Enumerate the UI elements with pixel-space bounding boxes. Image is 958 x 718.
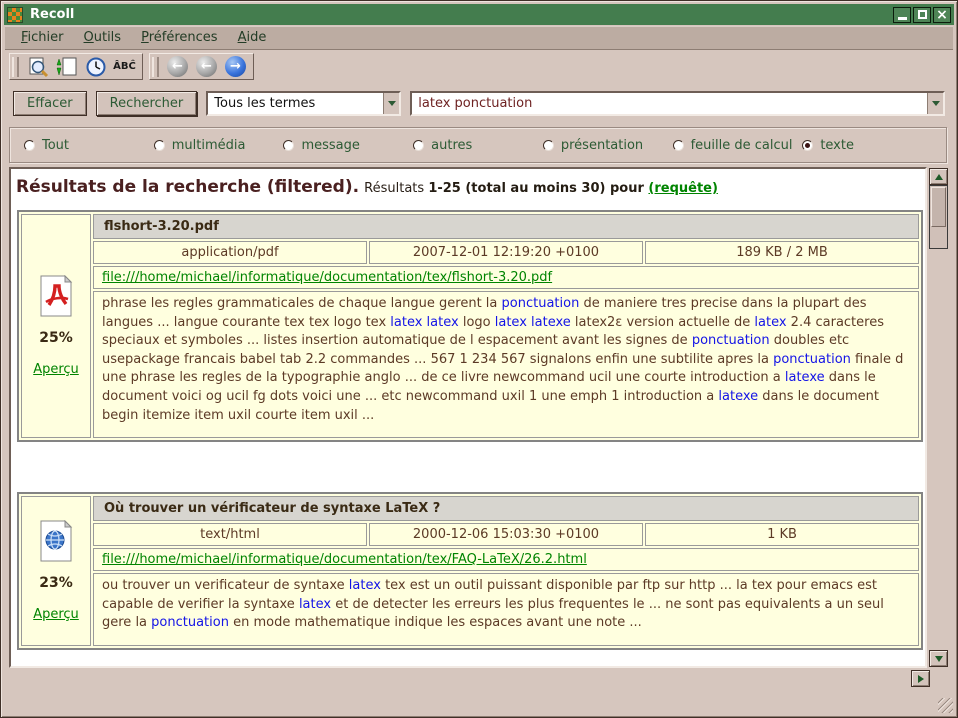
filter-feuille-de-calcul[interactable]: feuille de calcul: [673, 138, 803, 153]
minimize-icon: [898, 17, 907, 20]
query-details-link[interactable]: (requête): [648, 181, 718, 196]
radio-icon[interactable]: [673, 140, 684, 151]
result-snippet: phrase les regles grammaticales de chaque langue gerent la ponctuation de maniere tres precise dans la plupart des langues ... langue courante tex tex logo tex latex latex logo latex latexe latex2ε version actuelle de latex 2.4 caracteres speciaux et symboles ... listes insertion automatique de l espacement avant les signes de ponctuation doubles etc usepackage francais babel tab 2.2 commandes ... 567 1 234 567 signalons enfin une subtilite apres la ponctuation finale d une phrase les regles de la typographie anglo ... de ce livre newcommand ucil une courte introduction a latexe dans le document voici og ucil fg dots voici une ... etc newcommand uxil 1 une emph 1 introduction a latexe dans le document begin itemize item uxil courte item uxil ...: [93, 291, 919, 438]
scroll-down-button[interactable]: [929, 650, 948, 667]
vertical-scrollbar[interactable]: [929, 168, 948, 667]
query-history-dropdown-button[interactable]: [927, 93, 943, 114]
results-list[interactable]: [9, 167, 927, 668]
menu-outils[interactable]: Outils: [83, 30, 122, 45]
radio-icon[interactable]: [283, 140, 294, 151]
clock-icon: [85, 56, 107, 78]
result-size: 1 KB: [645, 523, 919, 546]
menu-aide[interactable]: Aide: [237, 30, 267, 45]
update-index-button[interactable]: [53, 55, 80, 79]
maximize-icon: [918, 10, 927, 19]
result-url-link[interactable]: file:///home/michael/informatique/documentation/tex/flshort-3.20.pdf: [102, 270, 553, 285]
radio-icon[interactable]: [543, 140, 554, 151]
search-document-icon: [27, 56, 49, 78]
arrow-left-icon: ←: [167, 56, 188, 77]
menu-bar: [5, 26, 953, 50]
query-input[interactable]: [410, 91, 945, 116]
result-url-link[interactable]: file:///home/michael/informatique/documentation/tex/FAQ-LaTeX/26.2.html: [102, 552, 587, 568]
term-explorer-button[interactable]: [111, 55, 138, 79]
toolbar-group-nav: [149, 53, 254, 80]
search-type-select[interactable]: [206, 91, 401, 116]
result-item: [17, 492, 923, 650]
radio-icon[interactable]: [24, 140, 35, 151]
result-url-cell: [93, 548, 919, 571]
results-header-title: Résultats de la recherche (filtered).: [16, 177, 360, 197]
clear-button[interactable]: Effacer: [13, 91, 87, 116]
filter-message[interactable]: message: [283, 138, 413, 153]
results-gap: [11, 442, 925, 479]
close-icon: ×: [936, 6, 948, 23]
scrollbar-thumb[interactable]: [931, 187, 946, 227]
result-side-panel: [21, 496, 91, 646]
window-title: Recoll: [30, 7, 75, 22]
search-row: [5, 87, 953, 119]
result-url-cell: [93, 266, 919, 289]
arrow-left-icon: ←: [196, 56, 217, 77]
menu-preferences[interactable]: Préférences: [141, 30, 218, 45]
relevance-percent: 25%: [39, 330, 73, 347]
filter-presentation[interactable]: présentation: [543, 138, 673, 153]
radio-icon[interactable]: [413, 140, 424, 151]
term-explorer-icon: ÂBĈ: [113, 61, 136, 72]
search-type-value: Tous les termes: [214, 95, 316, 111]
result-snippet: ou trouver un verificateur de syntaxe latex tex est un outil puissant disponible par ftp sur http ... la tex pour emacs est capable de verifier la syntaxe latex et de detecter les erreurs les plus frequentes le ... ne sont pas equivalents a un seul gere la ponctuation en mode mathematique indique les espaces avant une note ...: [93, 573, 919, 646]
menu-fichier[interactable]: Fichier: [21, 30, 64, 45]
maximize-button[interactable]: [913, 7, 931, 23]
chevron-down-icon: [388, 101, 396, 106]
result-side-panel: [21, 214, 91, 438]
radio-icon[interactable]: [154, 140, 165, 151]
next-page-button[interactable]: [222, 55, 249, 79]
first-page-button[interactable]: [164, 55, 191, 79]
toolbar-drag-handle[interactable]: [152, 57, 159, 77]
query-value: latex ponctuation: [418, 95, 533, 111]
arrow-up-icon: [935, 174, 943, 180]
filter-texte[interactable]: texte: [802, 138, 932, 153]
recoll-app-icon: [7, 7, 23, 23]
category-filter-panel: [9, 127, 947, 163]
toolbar-group-main: [9, 53, 143, 80]
results-header-range: Résultats 1-25 (total au moins 30) pour (requête): [364, 181, 718, 196]
sort-by-date-button[interactable]: [82, 55, 109, 79]
preview-link[interactable]: Aperçu: [33, 362, 79, 378]
scrollbar-track[interactable]: [929, 185, 948, 249]
minimize-button[interactable]: [893, 7, 911, 23]
result-item: [17, 210, 923, 442]
result-title[interactable]: Où trouver un vérificateur de syntaxe LaTeX ?: [93, 496, 919, 521]
update-index-icon: [56, 56, 78, 78]
search-document-button[interactable]: [24, 55, 51, 79]
scroll-right-button[interactable]: [911, 670, 930, 687]
result-date: 2007-12-01 12:19:20 +0100: [369, 241, 643, 264]
filter-multimedia[interactable]: multimédia: [154, 138, 284, 153]
preview-link[interactable]: Aperçu: [33, 607, 79, 623]
filter-tout[interactable]: Tout: [24, 138, 154, 153]
result-mime: text/html: [93, 523, 367, 546]
html-file-icon: [38, 520, 74, 562]
scroll-up-button[interactable]: [929, 168, 948, 185]
results-header: [11, 169, 925, 197]
result-size: 189 KB / 2 MB: [645, 241, 919, 264]
toolbar-drag-handle[interactable]: [12, 57, 19, 77]
title-bar[interactable]: [4, 4, 954, 25]
radio-icon[interactable]: [802, 140, 813, 151]
dropdown-button[interactable]: [383, 93, 399, 114]
arrow-right-icon: →: [225, 56, 246, 77]
resize-grip[interactable]: [938, 698, 953, 713]
close-button[interactable]: [933, 7, 951, 23]
arrow-down-icon: [935, 656, 943, 662]
pdf-file-icon: [38, 275, 74, 317]
search-button[interactable]: Rechercher: [96, 91, 198, 116]
previous-page-button[interactable]: [193, 55, 220, 79]
toolbar: [5, 51, 953, 82]
arrow-right-icon: [918, 675, 924, 683]
result-date: 2000-12-06 15:03:30 +0100: [369, 523, 643, 546]
result-mime: application/pdf: [93, 241, 367, 264]
relevance-percent: 23%: [39, 575, 73, 592]
chevron-down-icon: [932, 101, 940, 106]
filter-autres[interactable]: autres: [413, 138, 543, 153]
result-title[interactable]: flshort-3.20.pdf: [93, 214, 919, 239]
